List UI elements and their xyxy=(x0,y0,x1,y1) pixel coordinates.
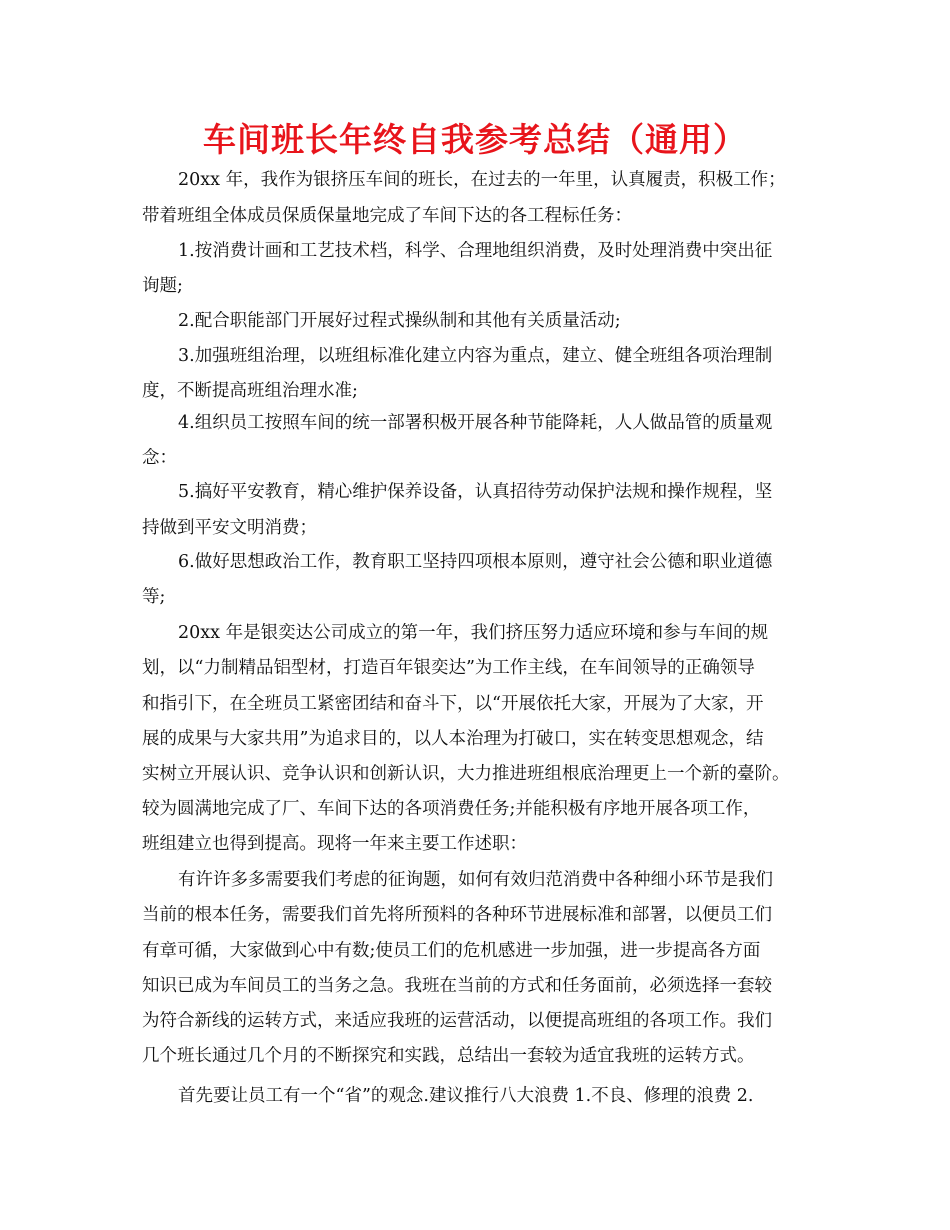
paragraph-line: 知识已成为车间员工的当务之急。我班在当前的方式和任务面前，必须选择一套较 xyxy=(142,976,772,996)
paragraph-line: 等; xyxy=(142,587,166,607)
paragraph-line: 20xx 年是银奕达公司成立的第一年，我们挤压努力适应环境和参与车间的规 xyxy=(178,623,769,643)
paragraph-line: 20xx 年，我作为银挤压车间的班长，在过去的一年里，认真履责，积极工作； xyxy=(178,170,786,190)
paragraph-line: 较为圆满地完成了厂、车间下达的各项消费任务;并能积极有序地开展各项工作， xyxy=(142,799,761,819)
paragraph-line: 和指引下，在全班员工紧密团结和奋斗下，以“开展依托大家，开展为了大家，开 xyxy=(142,694,764,714)
paragraph-line: 2.配合职能部门开展好过程式操纵制和其他有关质量活动; xyxy=(178,311,621,331)
paragraph-line: 念： xyxy=(142,448,177,468)
paragraph-line: 3.加强班组治理，以班组标准化建立内容为重点，建立、健全班组各项治理制 xyxy=(178,346,773,366)
document-title: 车间班长年终自我参考总结（通用） xyxy=(203,120,747,159)
paragraph-line: 带着班组全体成员保质保量地完成了车间下达的各工程标任务： xyxy=(142,206,632,226)
paragraph-line: 当前的根本任务，需要我们首先将所预料的各种环节进展标准和部署，以便员工们 xyxy=(142,905,772,925)
paragraph-line: 几个班长通过几个月的不断探究和实践，总结出一套较为适宜我班的运转方式。 xyxy=(142,1046,755,1066)
paragraph-line: 展的成果与大家共用”为追求目的，以人本治理为打破口，实在转变思想观念，结 xyxy=(142,729,764,749)
paragraph-line: 划，以“力制精品铝型材，打造百年银奕达”为工作主线，在车间领导的正确领导 xyxy=(142,658,755,678)
paragraph-line: 5.搞好平安教育，精心维护保养设备，认真招待劳动保护法规和操作规程，坚 xyxy=(178,482,773,502)
paragraph-line: 4.组织员工按照车间的统一部署积极开展各种节能降耗，人人做品管的质量观 xyxy=(178,413,773,433)
paragraph-line: 有许许多多需要我们考虑的征询题，如何有效归范消费中各种细小环节是我们 xyxy=(178,870,773,890)
paragraph-line: 询题; xyxy=(142,276,183,296)
paragraph-line: 首先要让员工有一个“省”的观念.建议推行八大浪费 1.不良、修理的浪费 2. xyxy=(178,1086,754,1106)
paragraph-line: 为符合新线的运转方式，来适应我班的运营活动，以便提高班组的各项工作。我们 xyxy=(142,1011,772,1031)
paragraph-line: 持做到平安文明消费； xyxy=(142,518,317,538)
paragraph-line: 实树立开展认识、竞争认识和创新认识，大力推进班组根底治理更上一个新的臺阶。 xyxy=(142,764,790,784)
paragraph-line: 有章可循，大家做到心中有数;使员工们的危机感进一步加强，进一步提高各方面 xyxy=(142,941,761,961)
paragraph-line: 度，不断提高班组治理水准; xyxy=(142,381,358,401)
paragraph-line: 班组建立也得到提高。现将一年来主要工作述职： xyxy=(142,834,527,854)
paragraph-line: 6.做好思想政治工作，教育职工坚持四项根本原则，遵守社会公德和职业道德 xyxy=(178,552,773,572)
paragraph-line: 1.按消费计画和工艺技术档，科学、合理地组织消费，及时处理消费中突出征 xyxy=(178,241,773,261)
